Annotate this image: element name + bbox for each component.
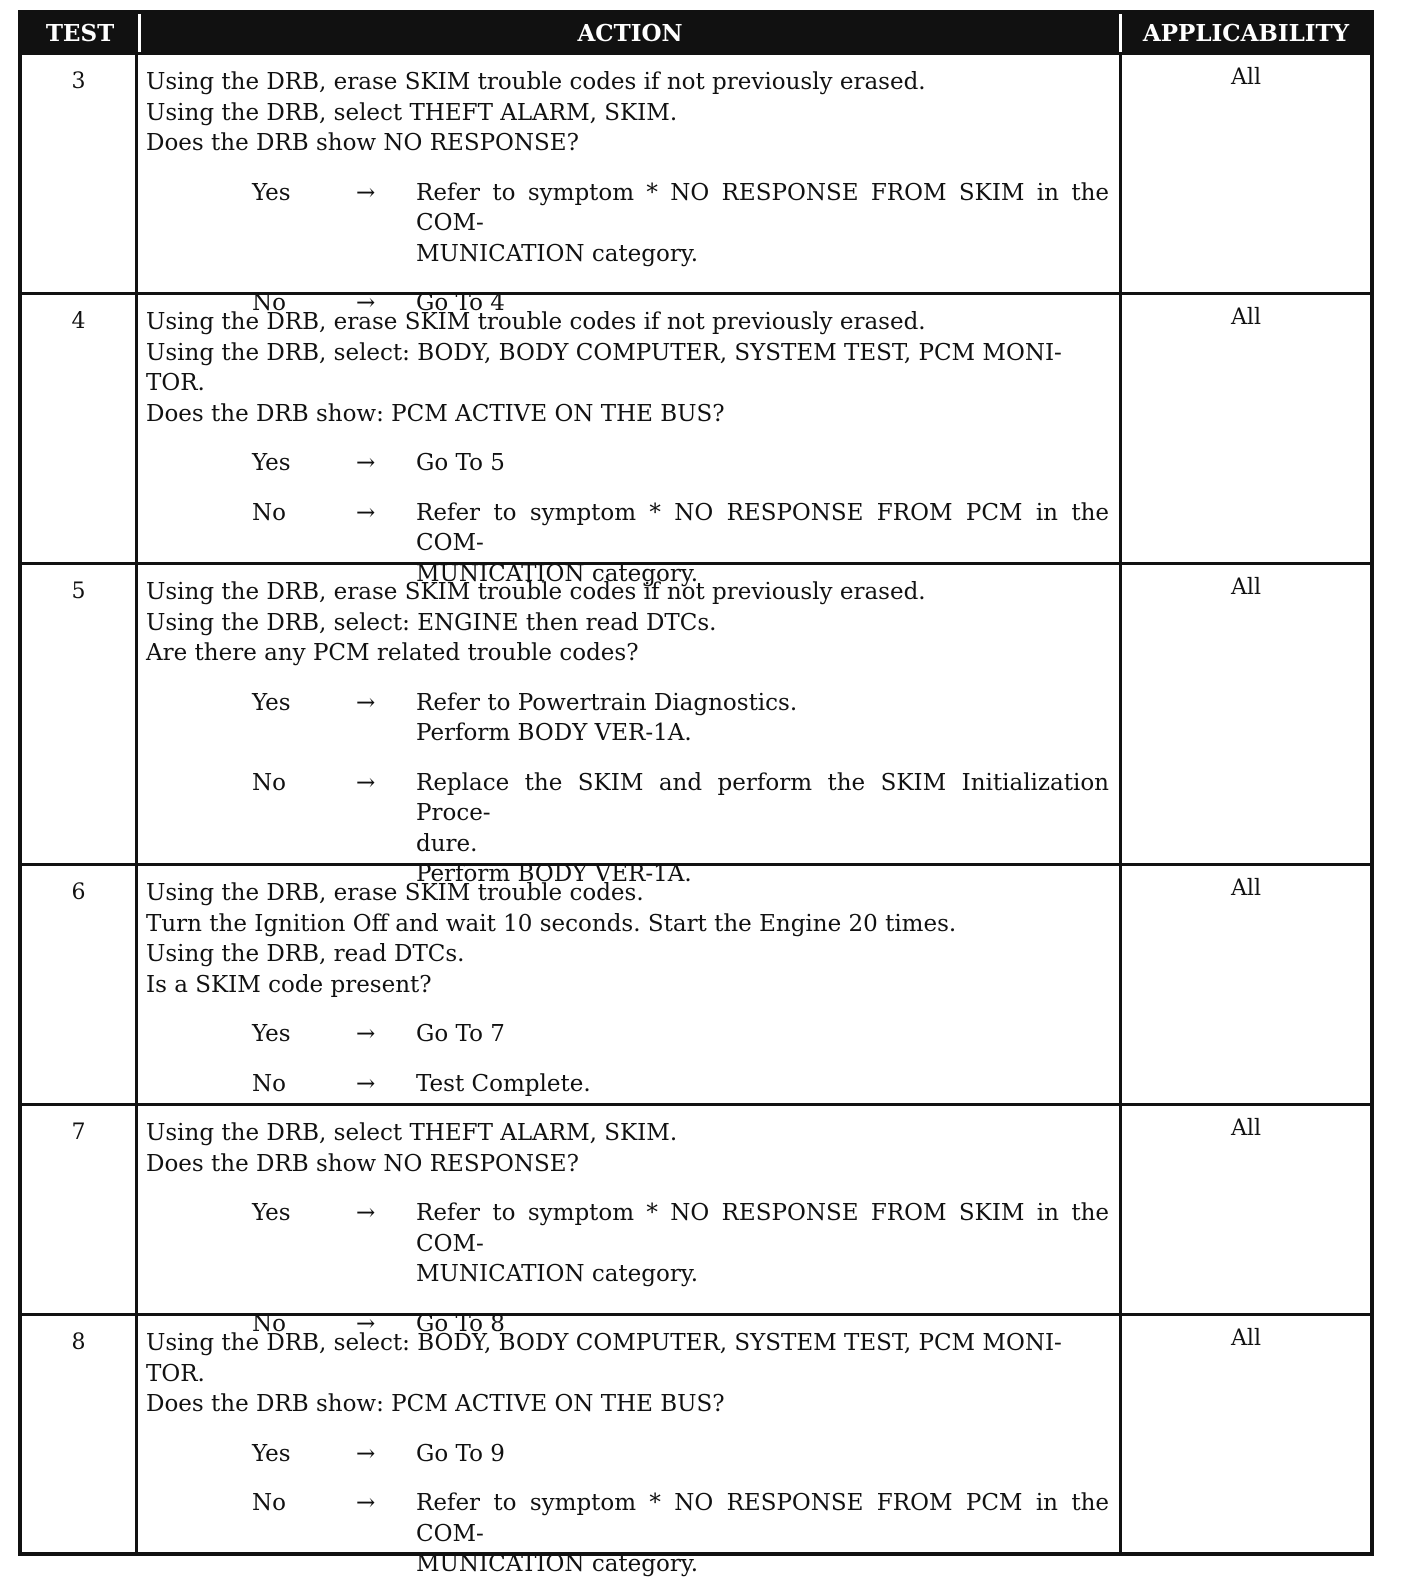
table-row <box>22 863 1370 1103</box>
arrow-icon: → <box>356 450 376 476</box>
table-row <box>22 52 1370 316</box>
no-text: Refer to symptom * NO RESPONSE FROM PCM in the COM- MUNICATION category. <box>416 1490 1109 1577</box>
arrow-icon: → <box>356 1440 376 1467</box>
applicability-cell: All <box>1231 305 1261 330</box>
arrow-icon: → <box>356 179 376 206</box>
applicability-cell: All <box>1231 65 1261 90</box>
arrow-icon: → <box>356 1070 376 1097</box>
action-question: Using the DRB, select: BODY, BODY COMPUTER, SYSTEM TEST, PCM MONI- TOR. Does the DRB show: PCM ACTIVE ON THE BUS? <box>146 1330 1062 1417</box>
arrow-icon: → <box>356 689 376 716</box>
arrow-icon: → <box>356 1310 376 1337</box>
no-text: Refer to symptom * NO RESPONSE FROM PCM in the COM- MUNICATION category. <box>416 499 1109 587</box>
action-cell <box>138 55 1122 316</box>
yes-label: Yes <box>252 1200 291 1226</box>
yes-label: Yes <box>252 179 291 206</box>
no-label: No <box>252 1310 286 1337</box>
action-question: Using the DRB, erase SKIM trouble codes if not previously erased. Using the DRB, select: BODY, BODY COMPUTER, SYSTEM TEST, PCM MONI- TOR. Does the DRB show: PCM ACTIVE ON THE BUS? <box>146 309 1062 427</box>
arrow-icon: → <box>356 290 376 316</box>
action-cell <box>138 1106 1122 1337</box>
applicability-cell: All <box>1231 1326 1261 1351</box>
test-number: 4 <box>22 295 138 562</box>
header-applicability: APPLICABILITY <box>1142 19 1350 47</box>
yes-text: Refer to symptom * NO RESPONSE FROM SKIM in the COM- MUNICATION category. <box>416 1200 1109 1287</box>
no-label: No <box>252 1070 286 1097</box>
yes-response <box>146 688 1109 749</box>
yes-label: Yes <box>252 450 291 476</box>
applicability-cell: All <box>1231 876 1261 901</box>
yes-label: Yes <box>252 689 291 716</box>
no-label: No <box>252 499 286 526</box>
table-row <box>22 1103 1370 1337</box>
no-text: Test Complete. <box>416 1070 591 1097</box>
test-number: 3 <box>22 55 138 292</box>
action-cell <box>138 866 1122 1103</box>
applicability-cell: All <box>1231 1116 1261 1141</box>
action-question: Using the DRB, select THEFT ALARM, SKIM. Does the DRB show NO RESPONSE? <box>146 1120 678 1177</box>
action-question: Using the DRB, erase SKIM trouble codes. Turn the Ignition Off and wait 10 seconds. Start the Engine 20 times. Using the DRB, read DTCs. Is a SKIM code present? <box>146 880 957 998</box>
action-cell <box>138 565 1122 887</box>
header-test: TEST <box>45 19 115 47</box>
test-number: 8 <box>22 1316 138 1554</box>
no-text: Go To 4 <box>416 290 505 316</box>
test-number: 6 <box>22 866 138 1103</box>
action-question: Using the DRB, erase SKIM trouble codes if not previously erased. Using the DRB, select THEFT ALARM, SKIM. Does the DRB show NO RESPONSE? <box>146 69 926 156</box>
table-header <box>22 14 1370 52</box>
arrow-icon: → <box>356 499 376 526</box>
yes-response <box>146 1198 1109 1290</box>
header-action: ACTION <box>138 14 1122 52</box>
action-cell <box>138 1316 1122 1577</box>
no-response <box>146 1488 1109 1580</box>
table-row <box>22 292 1370 587</box>
no-response <box>146 1069 1109 1100</box>
diagnostic-table <box>18 10 1374 1577</box>
yes-text: Go To 5 <box>416 450 505 476</box>
table-row <box>22 562 1370 887</box>
yes-label: Yes <box>252 1021 291 1047</box>
test-number: 7 <box>22 1106 138 1313</box>
yes-response <box>146 178 1109 270</box>
no-label: No <box>252 290 286 316</box>
yes-response <box>146 448 1109 479</box>
arrow-icon: → <box>356 769 376 796</box>
yes-response <box>146 1019 1109 1050</box>
arrow-icon: → <box>356 1490 376 1516</box>
table-row <box>22 1313 1370 1577</box>
arrow-icon: → <box>356 1200 376 1226</box>
yes-label: Yes <box>252 1440 291 1467</box>
applicability-cell: All <box>1231 575 1261 600</box>
test-number: 5 <box>22 565 138 863</box>
no-text: Go To 8 <box>416 1310 505 1337</box>
action-cell <box>138 295 1122 587</box>
no-label: No <box>252 769 286 796</box>
no-label: No <box>252 1490 286 1516</box>
yes-text: Refer to symptom * NO RESPONSE FROM SKIM in the COM- MUNICATION category. <box>416 179 1109 267</box>
yes-response <box>146 1439 1109 1470</box>
yes-text: Go To 7 <box>416 1021 505 1047</box>
no-text: Replace the SKIM and perform the SKIM Initialization Proce- dure. Perform BODY VER-1A. <box>416 769 1109 887</box>
action-question: Using the DRB, erase SKIM trouble codes if not previously erased. Using the DRB, select: ENGINE then read DTCs. Are there any PCM related trouble codes? <box>146 579 926 666</box>
yes-text: Refer to Powertrain Diagnostics. Perform BODY VER-1A. <box>416 689 798 746</box>
yes-text: Go To 9 <box>416 1440 505 1467</box>
arrow-icon: → <box>356 1021 376 1047</box>
